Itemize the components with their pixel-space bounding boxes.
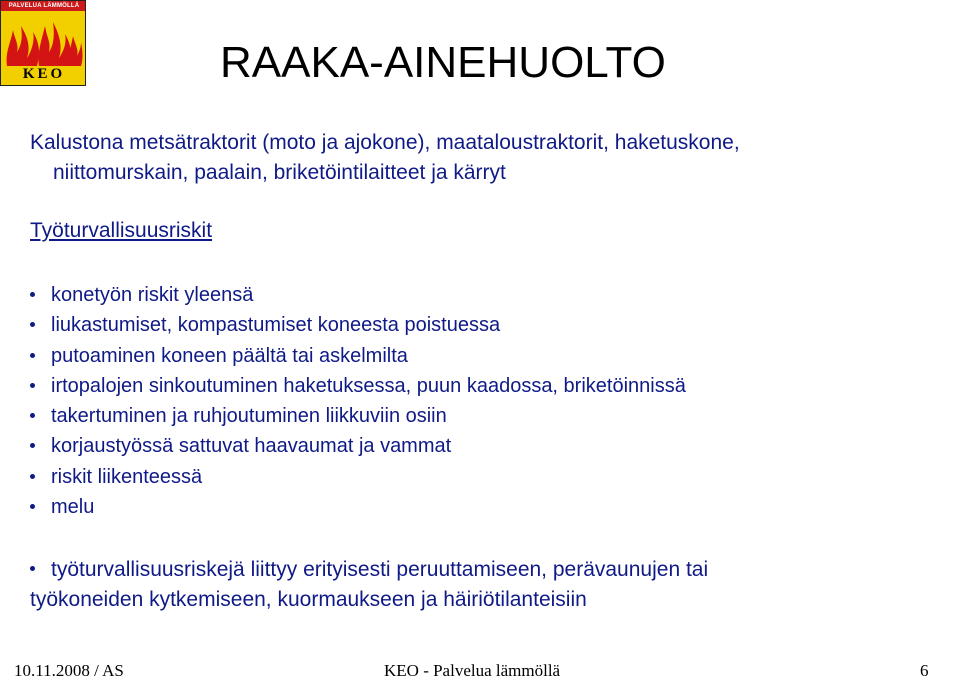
list-item-text: takertuminen ja ruhjoutuminen liikkuviin osiin — [51, 405, 447, 428]
list-item-text: konetyön riskit yleensä — [51, 284, 254, 306]
page-number: 6 — [920, 661, 929, 680]
list-item-text: irtopalojen sinkoutuminen haketuksessa, puun kaadossa, briketöinnissä — [51, 374, 686, 397]
bullet-icon — [30, 504, 35, 509]
keo-logo — [0, 0, 86, 86]
intro-line-2: niittomurskain, paalain, briketöintilaitteet ja kärryt — [53, 161, 506, 184]
bullet-icon — [30, 383, 35, 388]
section-heading: Työturvallisuusriskit — [30, 219, 213, 242]
list-item — [30, 401, 950, 431]
list-item-text: melu — [51, 496, 95, 519]
list-item — [30, 371, 950, 401]
slide-title: RAAKA-AINEHUOLTO — [220, 38, 666, 87]
list-item — [30, 431, 950, 461]
risk-list — [30, 280, 950, 522]
footer-center-text: KEO - Palvelua lämmöllä — [384, 661, 561, 680]
final-bullet-line-2: työkoneiden kytkemiseen, kuormaukseen ja häiriötilanteisiin — [30, 588, 587, 611]
list-item-text: korjaustyössä sattuvat haavaumat ja vammat — [51, 435, 452, 458]
list-item — [30, 341, 950, 371]
bullet-icon — [30, 443, 35, 448]
bullet-icon — [30, 322, 35, 327]
intro-line-1: Kalustona metsätraktorit (moto ja ajokone), maataloustraktorit, haketuskone, — [30, 131, 740, 154]
logo-brand: KEO — [22, 66, 66, 82]
bullet-icon — [30, 353, 35, 358]
intro-paragraph — [30, 128, 955, 188]
flame-icon — [3, 12, 85, 68]
list-item-text: liukastumiset, kompastumiset koneesta poistuessa — [51, 314, 501, 337]
bullet-icon — [30, 566, 35, 571]
bullet-icon — [30, 292, 35, 297]
final-bullet-line-1: työturvallisuusriskejä liittyy erityisesti peruuttamiseen, perävaunujen tai — [51, 558, 709, 581]
bullet-icon — [30, 413, 35, 418]
list-item — [30, 280, 950, 310]
list-item-text: riskit liikenteessä — [51, 465, 203, 488]
footer-date: 10.11.2008 / AS — [14, 661, 124, 680]
list-item-text: putoaminen koneen päältä tai askelmilta — [51, 344, 408, 367]
final-bullet — [30, 555, 950, 615]
logo-slogan: PALVELUA LÄMMÖLLÄ — [1, 1, 86, 11]
list-item — [30, 462, 950, 492]
bullet-icon — [30, 474, 35, 479]
list-item — [30, 310, 950, 340]
list-item — [30, 492, 950, 522]
